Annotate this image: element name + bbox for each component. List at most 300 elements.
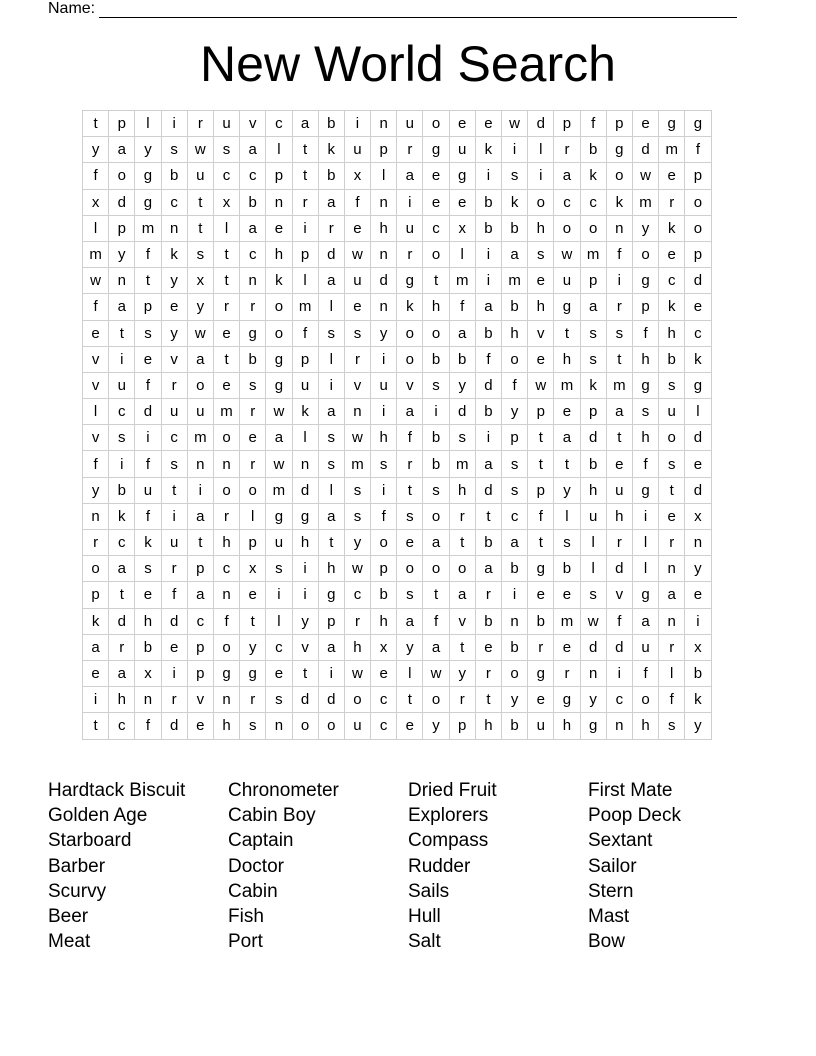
grid-cell: i	[135, 425, 161, 451]
grid-cell: d	[109, 189, 135, 215]
grid-cell: i	[423, 399, 449, 425]
grid-cell: y	[344, 530, 370, 556]
grid-cell: m	[449, 268, 475, 294]
grid-cell: h	[580, 477, 606, 503]
grid-cell: y	[502, 687, 528, 713]
grid-cell: g	[685, 111, 711, 137]
grid-cell: g	[240, 660, 266, 686]
grid-cell: u	[344, 268, 370, 294]
grid-cell: b	[240, 189, 266, 215]
grid-cell: u	[397, 111, 423, 137]
grid-cell: b	[318, 111, 344, 137]
grid-cell: d	[685, 477, 711, 503]
grid-cell: k	[659, 215, 685, 241]
grid-cell: w	[83, 268, 109, 294]
grid-row	[83, 294, 712, 320]
grid-cell: c	[109, 713, 135, 739]
grid-cell: i	[502, 137, 528, 163]
grid-cell: d	[135, 399, 161, 425]
grid-cell: y	[161, 320, 187, 346]
word-list-item: Scurvy	[48, 880, 107, 902]
grid-cell: i	[475, 268, 501, 294]
grid-cell: r	[659, 634, 685, 660]
grid-cell: u	[580, 503, 606, 529]
grid-cell: a	[502, 241, 528, 267]
grid-cell: m	[554, 372, 580, 398]
grid-cell: g	[632, 268, 658, 294]
name-field	[48, 0, 737, 18]
grid-cell: n	[266, 713, 292, 739]
grid-cell: g	[580, 713, 606, 739]
grid-cell: c	[187, 608, 213, 634]
grid-cell: a	[397, 163, 423, 189]
grid-cell: f	[580, 111, 606, 137]
grid-cell: k	[135, 530, 161, 556]
grid-cell: h	[502, 320, 528, 346]
grid-cell: y	[580, 687, 606, 713]
grid-cell: a	[292, 111, 318, 137]
grid-cell: p	[580, 399, 606, 425]
grid-cell: p	[502, 425, 528, 451]
grid-cell: r	[161, 556, 187, 582]
grid-cell: t	[528, 451, 554, 477]
grid-cell: r	[475, 660, 501, 686]
grid-row	[83, 687, 712, 713]
grid-cell: f	[423, 608, 449, 634]
grid-cell: f	[659, 687, 685, 713]
word-list-item: Captain	[228, 830, 294, 852]
grid-cell: y	[685, 556, 711, 582]
word-list-item: Sails	[408, 880, 450, 902]
grid-cell: i	[83, 687, 109, 713]
grid-cell: m	[187, 425, 213, 451]
grid-cell: s	[135, 320, 161, 346]
grid-cell: b	[502, 294, 528, 320]
grid-cell: s	[318, 451, 344, 477]
grid-cell: o	[502, 346, 528, 372]
grid-cell: s	[528, 241, 554, 267]
grid-cell: g	[135, 189, 161, 215]
grid-cell: h	[606, 503, 632, 529]
grid-cell: a	[83, 634, 109, 660]
grid-cell: r	[240, 399, 266, 425]
grid-row	[83, 241, 712, 267]
grid-cell: h	[475, 713, 501, 739]
grid-cell: r	[449, 687, 475, 713]
grid-cell: p	[109, 111, 135, 137]
grid-cell: d	[580, 634, 606, 660]
grid-cell: t	[292, 137, 318, 163]
grid-cell: f	[83, 163, 109, 189]
grid-cell: a	[397, 399, 423, 425]
grid-cell: g	[632, 372, 658, 398]
grid-cell: h	[659, 320, 685, 346]
grid-cell: a	[318, 503, 344, 529]
grid-cell: t	[449, 530, 475, 556]
grid-cell: b	[109, 477, 135, 503]
grid-cell: a	[475, 451, 501, 477]
grid-cell: s	[135, 556, 161, 582]
grid-cell: o	[397, 346, 423, 372]
grid-cell: d	[528, 111, 554, 137]
grid-cell: i	[475, 163, 501, 189]
grid-cell: e	[344, 294, 370, 320]
grid-cell: o	[213, 477, 239, 503]
grid-row	[83, 608, 712, 634]
grid-cell: d	[318, 687, 344, 713]
grid-cell: y	[292, 608, 318, 634]
grid-cell: r	[161, 372, 187, 398]
grid-cell: s	[161, 137, 187, 163]
grid-row	[83, 111, 712, 137]
grid-cell: s	[449, 425, 475, 451]
name-underline	[99, 3, 737, 18]
word-list-item: Hull	[408, 905, 441, 927]
grid-row	[83, 399, 712, 425]
grid-row	[83, 372, 712, 398]
grid-cell: n	[371, 241, 397, 267]
grid-cell: d	[109, 608, 135, 634]
grid-cell: g	[528, 556, 554, 582]
grid-cell: d	[580, 425, 606, 451]
grid-cell: p	[83, 582, 109, 608]
grid-cell: r	[213, 503, 239, 529]
grid-cell: w	[502, 111, 528, 137]
grid-cell: g	[135, 163, 161, 189]
grid-cell: b	[135, 634, 161, 660]
grid-cell: r	[606, 294, 632, 320]
grid-cell: f	[528, 503, 554, 529]
grid-cell: o	[423, 503, 449, 529]
grid-cell: f	[397, 425, 423, 451]
grid-cell: k	[292, 399, 318, 425]
grid-cell: f	[135, 372, 161, 398]
grid-cell: e	[449, 111, 475, 137]
grid-cell: o	[423, 556, 449, 582]
grid-cell: u	[161, 399, 187, 425]
grid-cell: t	[213, 268, 239, 294]
grid-cell: u	[135, 477, 161, 503]
grid-cell: k	[580, 163, 606, 189]
grid-cell: t	[397, 687, 423, 713]
grid-cell: s	[266, 556, 292, 582]
grid-cell: v	[397, 372, 423, 398]
grid-cell: h	[632, 713, 658, 739]
grid-cell: f	[135, 241, 161, 267]
grid-cell: o	[109, 163, 135, 189]
grid-cell: v	[292, 634, 318, 660]
grid-cell: x	[685, 634, 711, 660]
grid-cell: y	[632, 215, 658, 241]
grid-cell: y	[83, 477, 109, 503]
word-list-item: Fish	[228, 905, 264, 927]
grid-cell: o	[423, 111, 449, 137]
grid-cell: l	[397, 660, 423, 686]
grid-cell: s	[502, 163, 528, 189]
grid-cell: c	[371, 713, 397, 739]
grid-cell: t	[213, 241, 239, 267]
grid-cell: b	[475, 189, 501, 215]
grid-cell: s	[318, 320, 344, 346]
grid-cell: u	[632, 634, 658, 660]
grid-cell: y	[685, 713, 711, 739]
grid-cell: b	[475, 320, 501, 346]
grid-cell: r	[292, 189, 318, 215]
grid-cell: c	[161, 425, 187, 451]
grid-cell: i	[292, 582, 318, 608]
grid-cell: o	[266, 294, 292, 320]
grid-cell: r	[240, 451, 266, 477]
grid-cell: t	[423, 582, 449, 608]
grid-cell: u	[161, 530, 187, 556]
grid-cell: m	[554, 608, 580, 634]
grid-cell: e	[83, 660, 109, 686]
grid-cell: n	[161, 215, 187, 241]
grid-cell: d	[685, 425, 711, 451]
grid-cell: x	[344, 163, 370, 189]
word-list-item: Rudder	[408, 855, 471, 877]
grid-cell: e	[528, 582, 554, 608]
grid-cell: f	[135, 713, 161, 739]
grid-cell: l	[580, 556, 606, 582]
grid-cell: m	[266, 477, 292, 503]
grid-cell: s	[659, 451, 685, 477]
grid-cell: d	[371, 268, 397, 294]
grid-cell: p	[318, 608, 344, 634]
grid-cell: o	[606, 163, 632, 189]
grid-cell: s	[240, 372, 266, 398]
grid-cell: u	[344, 137, 370, 163]
grid-cell: t	[606, 425, 632, 451]
grid-cell: p	[371, 556, 397, 582]
grid-cell: x	[135, 660, 161, 686]
grid-cell: o	[187, 372, 213, 398]
grid-row	[83, 163, 712, 189]
grid-cell: n	[240, 268, 266, 294]
grid-cell: c	[606, 687, 632, 713]
grid-cell: a	[659, 582, 685, 608]
grid-cell: w	[554, 241, 580, 267]
grid-cell: f	[475, 346, 501, 372]
grid-cell: e	[213, 372, 239, 398]
word-list-item: Explorers	[408, 805, 489, 827]
grid-cell: c	[371, 687, 397, 713]
grid-cell: t	[83, 713, 109, 739]
grid-cell: c	[109, 530, 135, 556]
word-list-item: Beer	[48, 905, 89, 927]
grid-cell: p	[685, 163, 711, 189]
grid-cell: s	[606, 320, 632, 346]
grid-cell: g	[632, 477, 658, 503]
grid-cell: l	[554, 503, 580, 529]
grid-cell: c	[266, 634, 292, 660]
grid-cell: w	[344, 425, 370, 451]
grid-cell: c	[502, 503, 528, 529]
grid-row	[83, 530, 712, 556]
grid-row	[83, 346, 712, 372]
grid-cell: f	[161, 582, 187, 608]
grid-cell: e	[659, 163, 685, 189]
grid-cell: l	[266, 137, 292, 163]
grid-cell: g	[266, 346, 292, 372]
grid-cell: v	[161, 346, 187, 372]
grid-cell: o	[83, 556, 109, 582]
grid-cell: f	[632, 660, 658, 686]
word-list-item: Compass	[408, 830, 489, 852]
grid-cell: r	[554, 137, 580, 163]
grid-cell: p	[554, 111, 580, 137]
grid-cell: n	[606, 215, 632, 241]
grid-cell: p	[266, 163, 292, 189]
grid-cell: m	[344, 451, 370, 477]
grid-cell: f	[135, 503, 161, 529]
word-list-item: Barber	[48, 855, 106, 877]
grid-cell: t	[292, 163, 318, 189]
grid-cell: w	[423, 660, 449, 686]
grid-cell: f	[344, 189, 370, 215]
grid-cell: i	[632, 503, 658, 529]
grid-cell: r	[397, 451, 423, 477]
grid-cell: l	[318, 477, 344, 503]
grid-cell: a	[109, 294, 135, 320]
grid-cell: d	[449, 399, 475, 425]
grid-cell: g	[423, 137, 449, 163]
grid-cell: b	[502, 634, 528, 660]
grid-cell: e	[449, 189, 475, 215]
grid-cell: y	[449, 372, 475, 398]
grid-cell: g	[685, 372, 711, 398]
grid-cell: r	[659, 530, 685, 556]
grid-row	[83, 477, 712, 503]
grid-cell: s	[580, 582, 606, 608]
grid-cell: x	[449, 215, 475, 241]
grid-cell: m	[83, 241, 109, 267]
grid-cell: o	[632, 241, 658, 267]
grid-cell: o	[292, 713, 318, 739]
word-list-item: Cabin	[228, 880, 278, 902]
grid-cell: e	[685, 582, 711, 608]
word-list-item: Bow	[588, 931, 625, 953]
grid-cell: l	[632, 530, 658, 556]
grid-cell: y	[502, 399, 528, 425]
grid-cell: h	[344, 634, 370, 660]
grid-cell: u	[449, 137, 475, 163]
grid-cell: e	[554, 399, 580, 425]
grid-cell: h	[292, 530, 318, 556]
grid-cell: g	[266, 503, 292, 529]
grid-cell: g	[659, 111, 685, 137]
grid-cell: i	[528, 163, 554, 189]
grid-cell: r	[606, 530, 632, 556]
grid-cell: d	[292, 477, 318, 503]
grid-cell: p	[292, 346, 318, 372]
grid-cell: h	[135, 608, 161, 634]
grid-cell: f	[213, 608, 239, 634]
grid-row	[83, 451, 712, 477]
word-list-item: Port	[228, 931, 263, 953]
grid-cell: d	[475, 372, 501, 398]
grid-cell: g	[266, 372, 292, 398]
grid-cell: r	[475, 582, 501, 608]
grid-cell: o	[659, 425, 685, 451]
grid-cell: k	[606, 189, 632, 215]
grid-cell: t	[187, 530, 213, 556]
grid-cell: l	[213, 215, 239, 241]
grid-cell: k	[685, 687, 711, 713]
grid-cell: h	[449, 477, 475, 503]
grid-cell: r	[528, 634, 554, 660]
grid-cell: x	[685, 503, 711, 529]
grid-cell: s	[502, 451, 528, 477]
grid-cell: t	[187, 215, 213, 241]
grid-row	[83, 320, 712, 346]
grid-cell: a	[580, 294, 606, 320]
grid-row	[83, 268, 712, 294]
grid-cell: t	[135, 268, 161, 294]
grid-cell: n	[344, 399, 370, 425]
grid-cell: i	[475, 425, 501, 451]
grid-cell: w	[187, 320, 213, 346]
grid-cell: e	[528, 268, 554, 294]
grid-cell: y	[135, 137, 161, 163]
grid-cell: a	[240, 137, 266, 163]
grid-cell: t	[606, 346, 632, 372]
grid-cell: r	[554, 660, 580, 686]
grid-cell: m	[606, 372, 632, 398]
grid-cell: b	[685, 660, 711, 686]
grid-cell: b	[318, 163, 344, 189]
grid-cell: k	[109, 503, 135, 529]
grid-cell: r	[213, 294, 239, 320]
grid-cell: l	[83, 215, 109, 241]
word-list-item: Sextant	[588, 830, 653, 852]
grid-cell: n	[606, 713, 632, 739]
grid-cell: b	[475, 530, 501, 556]
grid-cell: p	[109, 215, 135, 241]
grid-cell: o	[318, 713, 344, 739]
grid-cell: x	[240, 556, 266, 582]
grid-cell: e	[344, 215, 370, 241]
grid-cell: i	[475, 241, 501, 267]
grid-cell: h	[528, 215, 554, 241]
grid-cell: d	[475, 477, 501, 503]
grid-cell: m	[213, 399, 239, 425]
grid-cell: s	[318, 425, 344, 451]
grid-cell: b	[554, 556, 580, 582]
grid-cell: m	[135, 215, 161, 241]
grid-cell: u	[266, 530, 292, 556]
grid-row	[83, 503, 712, 529]
grid-cell: o	[528, 189, 554, 215]
grid-cell: p	[580, 268, 606, 294]
grid-cell: w	[266, 399, 292, 425]
grid-cell: u	[187, 399, 213, 425]
grid-cell: t	[475, 687, 501, 713]
grid-cell: g	[449, 163, 475, 189]
grid-cell: o	[423, 687, 449, 713]
grid-cell: o	[685, 215, 711, 241]
grid-cell: e	[659, 503, 685, 529]
grid-cell: e	[554, 582, 580, 608]
grid-cell: f	[685, 137, 711, 163]
grid-cell: b	[659, 346, 685, 372]
grid-cell: s	[423, 477, 449, 503]
grid-cell: a	[109, 137, 135, 163]
grid-cell: t	[528, 425, 554, 451]
grid-cell: k	[685, 346, 711, 372]
grid-cell: a	[449, 320, 475, 346]
grid-cell: r	[83, 530, 109, 556]
